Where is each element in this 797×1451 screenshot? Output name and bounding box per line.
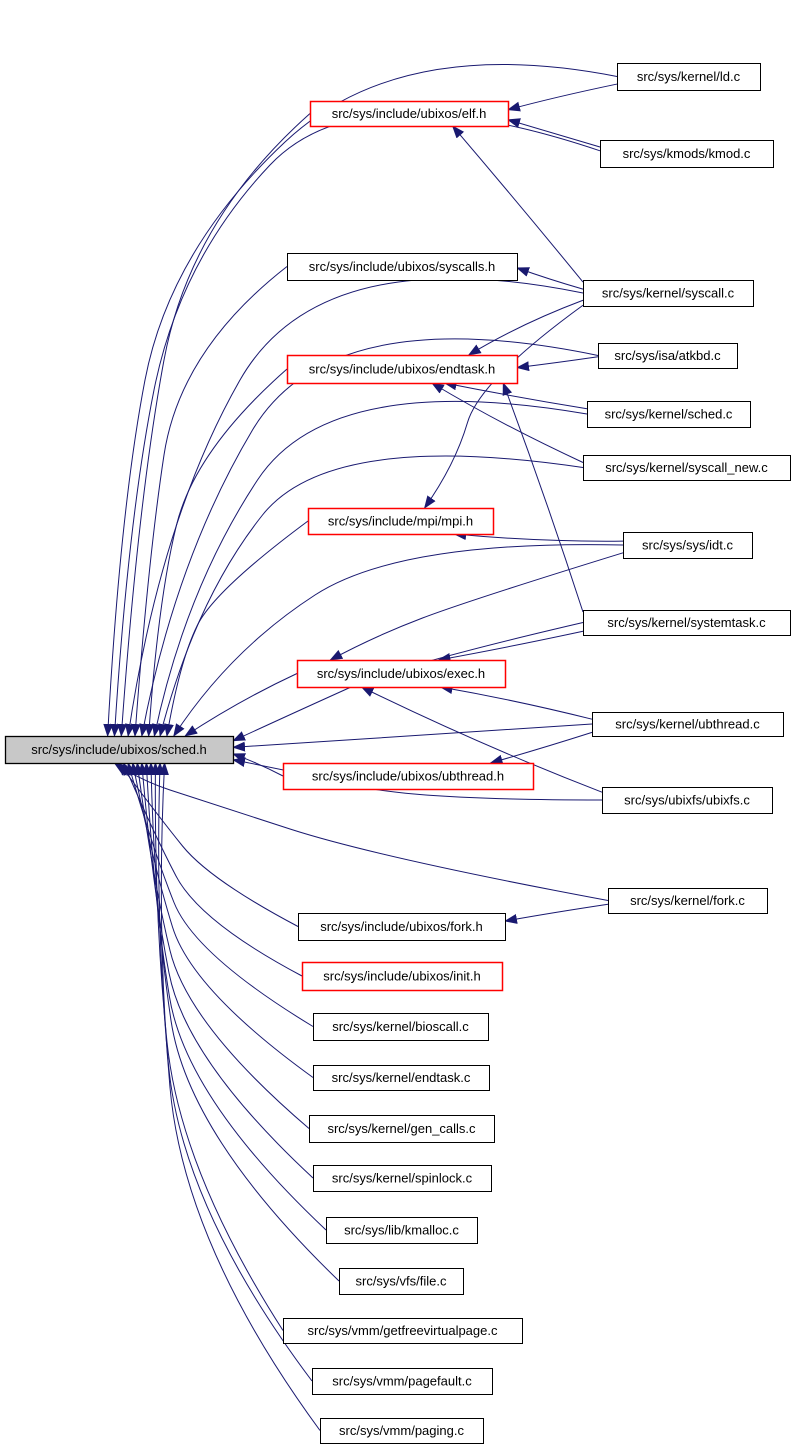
node-label: src/sys/kernel/syscall_new.c [605,460,768,475]
node-label: src/sys/kernel/sched.c [604,406,733,422]
node-sched_c[interactable] [588,402,751,428]
node-atkbd_c[interactable] [599,344,738,369]
node-ubthread_h[interactable] [284,764,534,790]
node-label: src/sys/kmods/kmod.c [622,146,751,161]
node-getfreevirtualpage_c[interactable] [284,1319,523,1344]
node-syscall_c[interactable] [584,281,754,307]
node-label: src/sys/vfs/file.c [355,1273,447,1289]
node-kmod_c[interactable] [601,141,774,168]
node-label: src/sys/include/ubixos/sched.h [31,742,207,757]
node-layer [6,64,791,1444]
node-mpi_h[interactable] [309,509,494,535]
node-syscalls_h[interactable] [288,254,518,281]
node-pagefault_c[interactable] [313,1369,493,1395]
edge-ubthread_c-to-ubthread_h [491,732,593,763]
edge-file_c-to-sched_h [151,763,339,1281]
node-file_c[interactable] [340,1269,464,1295]
edge-kmalloc_c-to-sched_h [146,763,326,1230]
node-label: src/sys/include/mpi/mpi.h [327,513,474,529]
node-label: src/sys/kernel/syscall.c [601,285,735,301]
node-label: src/sys/lib/kmalloc.c [344,1222,459,1238]
node-label: src/sys/include/ubixos/init.h [323,968,481,984]
node-fork_h[interactable] [299,914,506,941]
node-exec_h[interactable] [298,661,506,688]
edge-fork_c-to-fork_h [505,904,608,921]
node-fork_c[interactable] [609,889,768,914]
edge-elf_h-to-sched_h [121,114,310,737]
node-label: src/sys/include/ubixos/exec.h [316,666,486,681]
node-label: src/sys/kernel/systemtask.c [607,615,766,630]
node-spinlock_c[interactable] [314,1166,492,1192]
node-label: src/sys/kernel/spinlock.c [331,1170,473,1186]
node-label: src/sys/include/ubixos/fork.h [320,919,483,934]
node-label: src/sys/include/ubixos/ubthread.h [311,768,505,784]
edge-ld_c-to-sched_h [108,64,617,736]
edge-systemtask_c-to-exec_h [438,631,583,660]
node-kmalloc_c[interactable] [327,1218,478,1244]
node-idt_c[interactable] [624,533,753,559]
node-sched_h[interactable] [6,737,234,764]
node-label: src/sys/include/ubixos/elf.h [331,106,487,121]
edge-ubthread_c-to-exec_h [441,687,592,719]
node-bioscall_c[interactable] [314,1014,489,1041]
node-label: src/sys/kernel/bioscall.c [332,1019,469,1034]
node-label: src/sys/vmm/paging.c [339,1423,464,1438]
edge-sched_c-to-endtask_h [445,383,587,409]
node-label: src/sys/isa/atkbd.c [614,348,721,363]
node-label: src/sys/kernel/endtask.c [331,1070,471,1085]
node-systemtask_c[interactable] [584,611,791,636]
node-label: src/sys/kernel/ubthread.c [615,716,760,732]
edge-getfreevirtualpage_c-to-sched_h [155,763,283,1331]
node-label: src/sys/kernel/ld.c [636,69,741,84]
edge-ubthread_c-to-sched_h [233,724,592,747]
node-gen_calls_c[interactable] [310,1116,495,1143]
node-syscall_new_c[interactable] [584,456,791,481]
node-label: src/sys/include/ubixos/endtask.h [308,361,496,377]
node-label: src/sys/ubixfs/ubixfs.c [624,792,750,808]
node-elf_h[interactable] [311,102,509,127]
node-label: src/sys/include/ubixos/syscalls.h [308,259,496,274]
node-ubixfs_c[interactable] [603,788,773,814]
edge-endtask_h-to-sched_h [149,369,287,736]
node-paging_c[interactable] [321,1419,484,1444]
edge-syscall_c-to-endtask_h [469,300,583,355]
node-ld_c[interactable] [618,64,761,91]
edge-pagefault_c-to-sched_h [159,763,312,1381]
node-label: src/sys/vmm/getfreevirtualpage.c [307,1323,498,1338]
node-endtask_h[interactable] [288,356,518,384]
edge-ld_c-to-elf_h [508,84,617,110]
edge-exec_h-to-sched_h [185,674,297,737]
edge-atkbd_c-to-endtask_h [517,357,598,368]
node-endtask_c[interactable] [314,1066,490,1091]
node-ubthread_c[interactable] [593,713,784,737]
edge-spinlock_c-to-sched_h [142,763,313,1178]
edge-init_h-to-sched_h [124,763,302,976]
node-label: src/sys/sys/idt.c [641,537,734,553]
edge-syscall_new_c-to-sched_h [160,456,583,736]
node-label: src/sys/kernel/gen_calls.c [327,1121,476,1136]
edge-syscall_c-to-syscalls_h [517,268,583,289]
edge-gen_calls_c-to-sched_h [137,763,309,1129]
edge-kmod_c-to-elf_h [508,120,600,147]
node-label: src/sys/vmm/pagefault.c [332,1373,472,1389]
node-init_h[interactable] [303,963,503,991]
edge-fork_h-to-sched_h [119,763,298,927]
node-label: src/sys/kernel/fork.c [630,893,745,908]
